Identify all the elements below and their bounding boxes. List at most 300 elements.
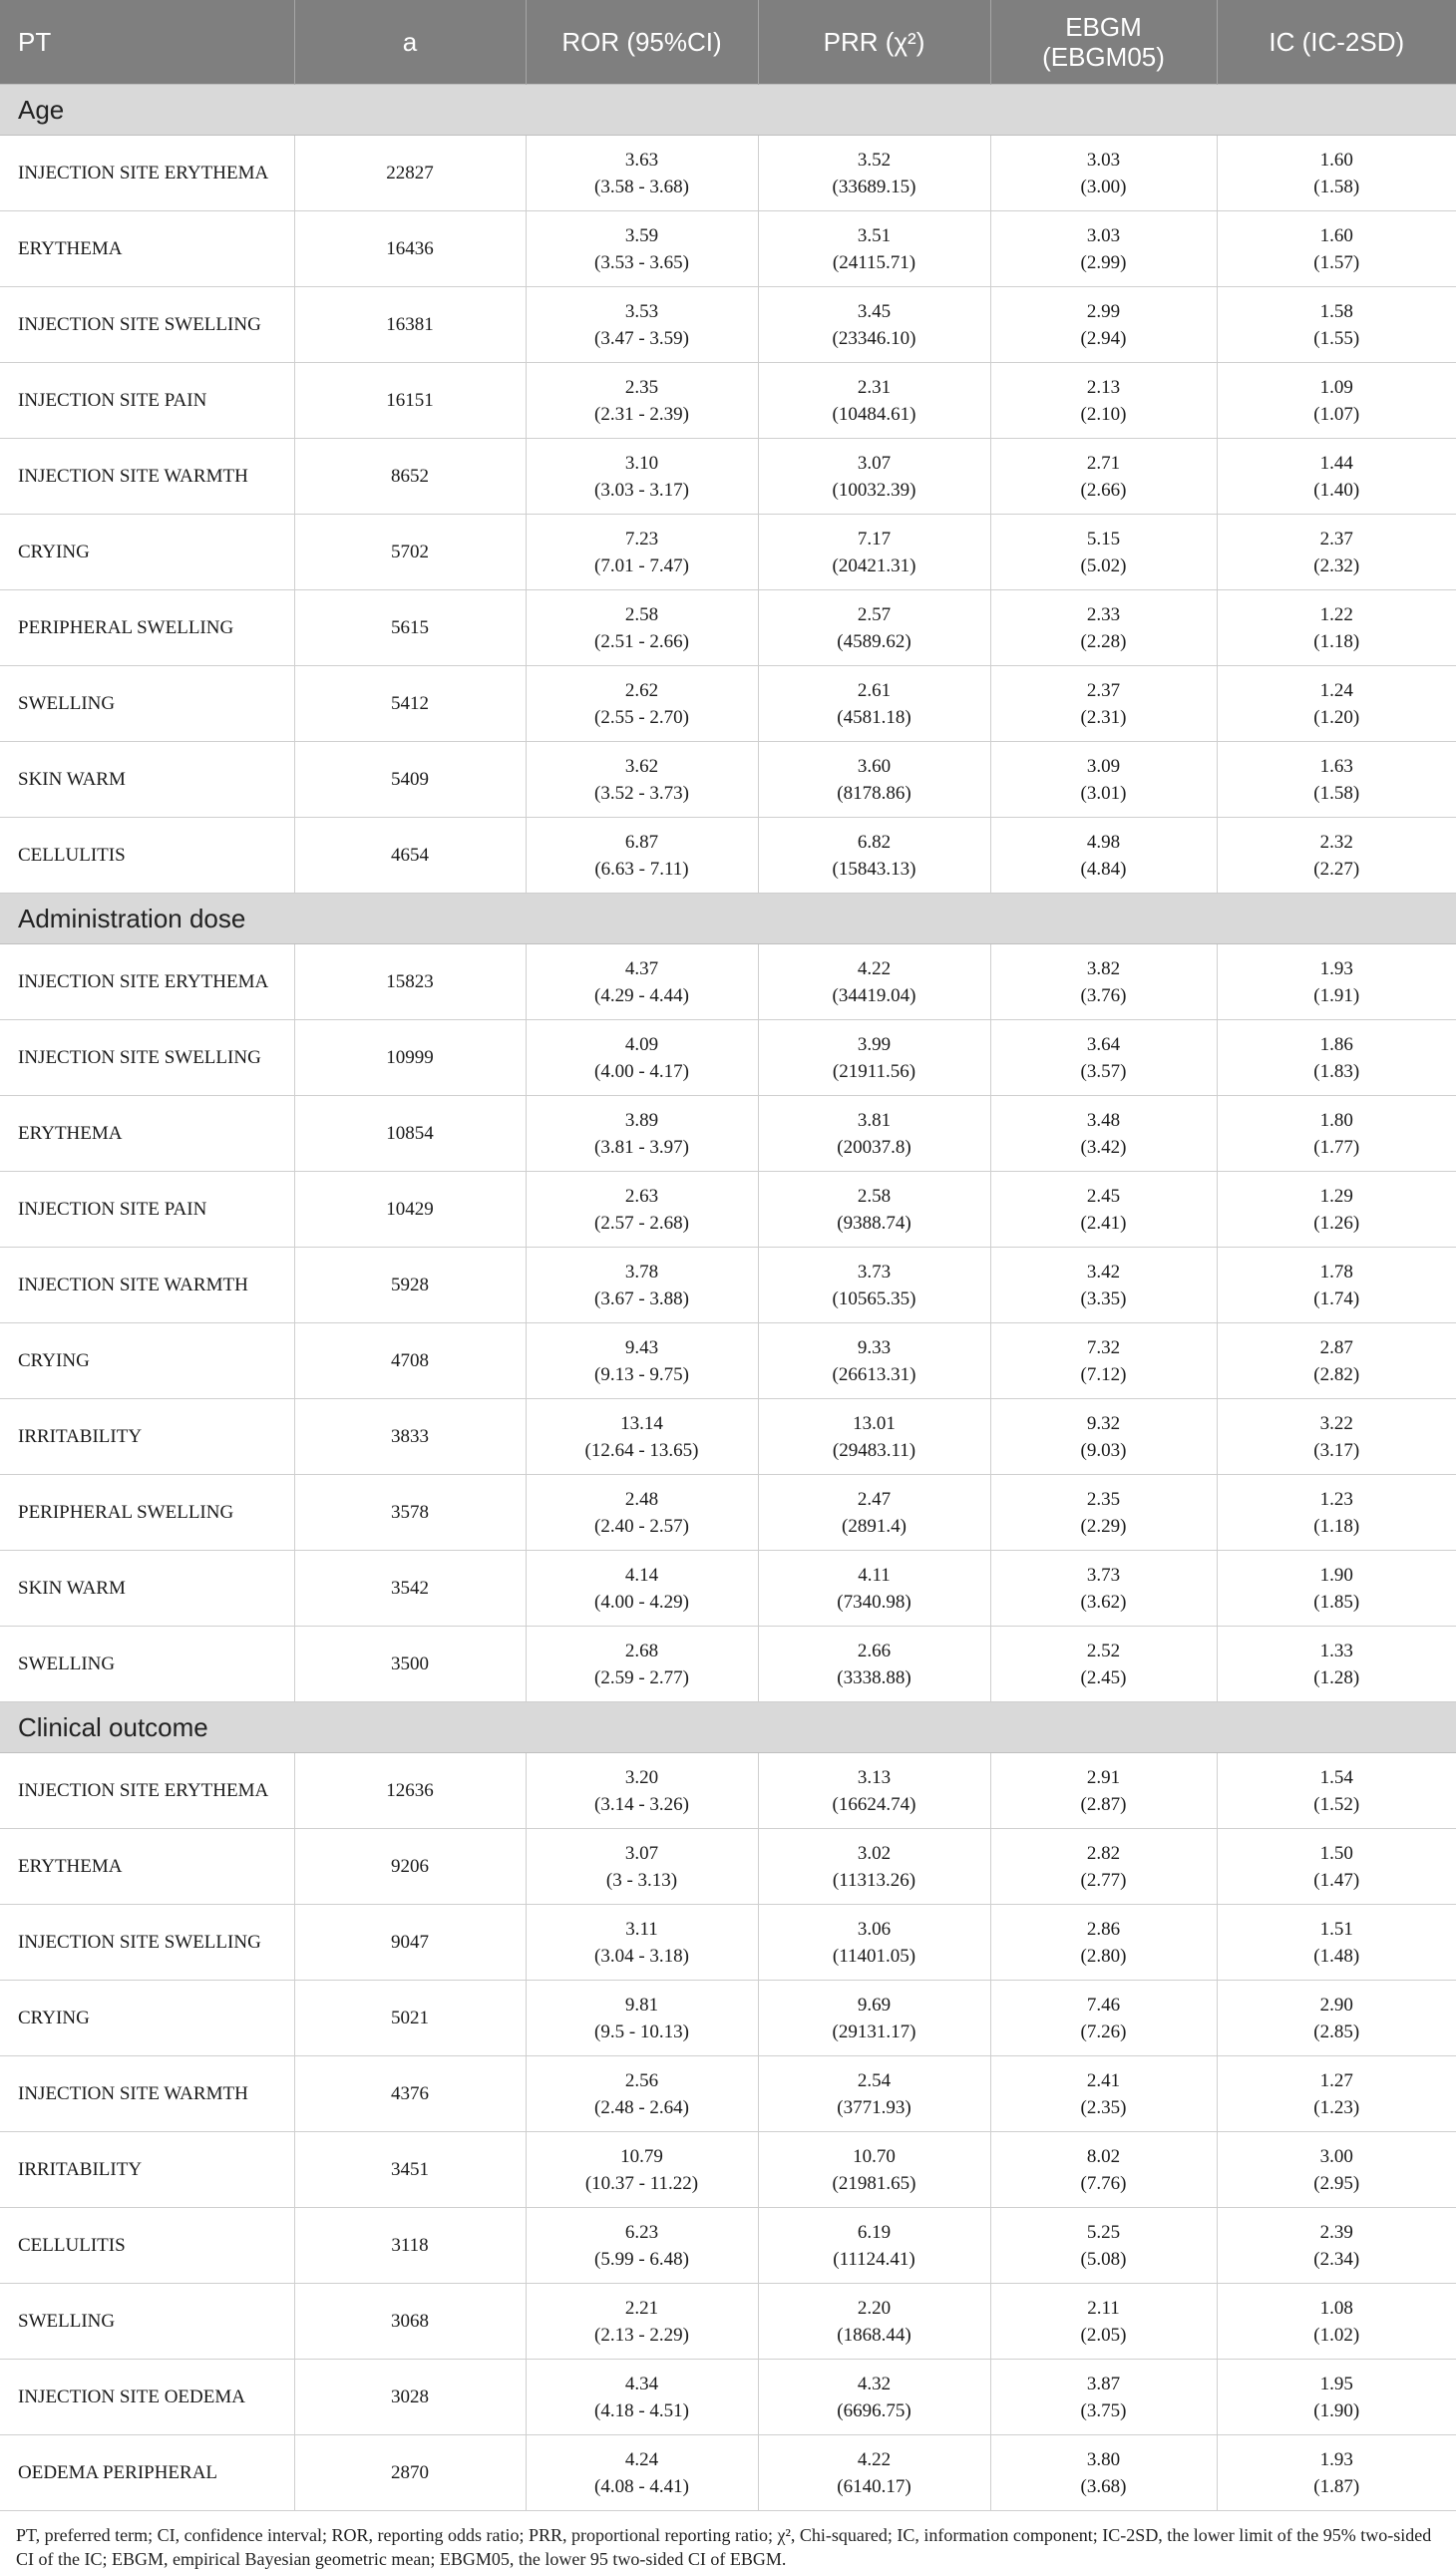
cell-ebgm-interval: (3.01) bbox=[1080, 782, 1127, 804]
table-row bbox=[0, 2435, 1456, 2511]
cell-ebgm bbox=[990, 1981, 1217, 2056]
cell-pt: SWELLING bbox=[0, 1627, 294, 1702]
cell-ic-interval: (1.57) bbox=[1313, 251, 1360, 273]
cell-prr-interval: (34419.04) bbox=[832, 984, 916, 1006]
cell-a: 12636 bbox=[294, 1753, 526, 1829]
cell-ebgm-interval: (2.31) bbox=[1080, 706, 1127, 728]
cell-ebgm-interval: (7.76) bbox=[1080, 2172, 1127, 2194]
cell-ebgm bbox=[990, 1172, 1217, 1248]
section-title: Clinical outcome bbox=[0, 1702, 1456, 1753]
cell-ror bbox=[526, 2056, 758, 2132]
cell-prr-interval: (20421.31) bbox=[832, 554, 916, 576]
cell-ic bbox=[1217, 2284, 1456, 2360]
cell-ror-value: 2.68 bbox=[624, 1640, 659, 1661]
cell-ror-value: 3.11 bbox=[625, 1918, 658, 1940]
cell-ebgm bbox=[990, 818, 1217, 894]
cell-ror-interval: (6.63 - 7.11) bbox=[594, 858, 689, 880]
cell-ebgm bbox=[990, 2132, 1217, 2208]
table-row bbox=[0, 1981, 1456, 2056]
cell-ebgm bbox=[990, 1399, 1217, 1475]
cell-a: 5409 bbox=[294, 742, 526, 818]
cell-ror bbox=[526, 287, 758, 363]
cell-ebgm-value: 3.42 bbox=[1086, 1261, 1121, 1283]
cell-a: 3028 bbox=[294, 2360, 526, 2435]
cell-ic bbox=[1217, 1475, 1456, 1551]
cell-prr-value: 6.82 bbox=[857, 831, 892, 853]
cell-ebgm bbox=[990, 1829, 1217, 1905]
cell-ic-interval: (2.82) bbox=[1313, 1363, 1360, 1385]
table-row bbox=[0, 2056, 1456, 2132]
cell-ic bbox=[1217, 1753, 1456, 1829]
cell-prr bbox=[758, 515, 990, 590]
cell-pt: INJECTION SITE PAIN bbox=[0, 363, 294, 439]
table-row bbox=[0, 1020, 1456, 1096]
cell-prr bbox=[758, 1829, 990, 1905]
cell-pt: INJECTION SITE OEDEMA bbox=[0, 2360, 294, 2435]
cell-ebgm-value: 2.71 bbox=[1086, 452, 1121, 474]
cell-ebgm bbox=[990, 2056, 1217, 2132]
cell-prr-value: 3.06 bbox=[857, 1918, 892, 1940]
cell-a: 15823 bbox=[294, 944, 526, 1020]
cell-prr bbox=[758, 1627, 990, 1702]
table-row bbox=[0, 2132, 1456, 2208]
cell-ic-value: 1.93 bbox=[1319, 2448, 1353, 2470]
cell-ic-interval: (1.26) bbox=[1313, 1212, 1360, 1234]
cell-a: 3833 bbox=[294, 1399, 526, 1475]
cell-ic bbox=[1217, 2056, 1456, 2132]
cell-ebgm-interval: (2.77) bbox=[1080, 1869, 1127, 1891]
cell-ebgm-value: 2.82 bbox=[1086, 1842, 1121, 1864]
cell-ebgm bbox=[990, 666, 1217, 742]
cell-ror bbox=[526, 1020, 758, 1096]
cell-prr-value: 3.73 bbox=[857, 1261, 892, 1283]
cell-ebgm-value: 3.80 bbox=[1086, 2448, 1121, 2470]
cell-prr-interval: (15843.13) bbox=[832, 858, 916, 880]
table-row bbox=[0, 515, 1456, 590]
cell-prr-interval: (21981.65) bbox=[832, 2172, 916, 2194]
cell-prr-value: 10.70 bbox=[853, 2145, 896, 2167]
cell-a: 3578 bbox=[294, 1475, 526, 1551]
cell-pt: INJECTION SITE PAIN bbox=[0, 1172, 294, 1248]
cell-pt: INJECTION SITE WARMTH bbox=[0, 439, 294, 515]
table-footnote: PT, preferred term; CI, confidence interval; ROR, reporting odds ratio; PRR, proportional reporting ratio; χ², Chi-squared; IC, information component; IC-2SD, the lower limit of the 95% two-sided CI of the IC; EBGM, empirical Bayesian geometric mean; EBGM05, the lower 95 two-sided CI of EBGM. bbox=[16, 2525, 1432, 2569]
cell-prr-value: 9.33 bbox=[857, 1336, 892, 1358]
cell-ebgm-interval: (3.75) bbox=[1080, 2399, 1127, 2421]
cell-prr-value: 3.07 bbox=[857, 452, 892, 474]
cell-pt: SWELLING bbox=[0, 666, 294, 742]
cell-ror-interval: (7.01 - 7.47) bbox=[594, 554, 689, 576]
cell-ror-interval: (3.52 - 3.73) bbox=[594, 782, 689, 804]
cell-prr-interval: (10032.39) bbox=[832, 479, 916, 501]
cell-a: 2870 bbox=[294, 2435, 526, 2511]
cell-ebgm-interval: (2.45) bbox=[1080, 1666, 1127, 1688]
cell-ebgm bbox=[990, 515, 1217, 590]
cell-prr-interval: (21911.56) bbox=[832, 1060, 916, 1082]
cell-prr-value: 3.52 bbox=[857, 149, 892, 171]
cell-ror-value: 2.35 bbox=[624, 376, 659, 398]
cell-ror-value: 13.14 bbox=[620, 1412, 663, 1434]
cell-ebgm bbox=[990, 1248, 1217, 1323]
cell-ic bbox=[1217, 1981, 1456, 2056]
table-row bbox=[0, 2360, 1456, 2435]
cell-ror bbox=[526, 1753, 758, 1829]
cell-prr bbox=[758, 1172, 990, 1248]
cell-ror-value: 2.48 bbox=[624, 1488, 659, 1510]
cell-a: 4376 bbox=[294, 2056, 526, 2132]
cell-ror-interval: (5.99 - 6.48) bbox=[594, 2248, 689, 2270]
section-row bbox=[0, 85, 1456, 136]
cell-prr bbox=[758, 1323, 990, 1399]
cell-ror-value: 9.81 bbox=[624, 1994, 659, 2016]
cell-ic-value: 3.00 bbox=[1319, 2145, 1353, 2167]
table-row bbox=[0, 287, 1456, 363]
cell-ror-interval: (9.13 - 9.75) bbox=[594, 1363, 689, 1385]
cell-ic bbox=[1217, 2132, 1456, 2208]
cell-ic-interval: (1.85) bbox=[1313, 1591, 1360, 1613]
cell-ror bbox=[526, 2284, 758, 2360]
cell-ebgm bbox=[990, 1323, 1217, 1399]
cell-prr-value: 9.69 bbox=[857, 1994, 892, 2016]
cell-prr-interval: (11313.26) bbox=[832, 1869, 916, 1891]
cell-pt: CRYING bbox=[0, 515, 294, 590]
table-row bbox=[0, 1551, 1456, 1627]
cell-ebgm bbox=[990, 1753, 1217, 1829]
header-ror: ROR (95%CI) bbox=[526, 0, 758, 85]
cell-ror bbox=[526, 1475, 758, 1551]
header-prr: PRR (χ²) bbox=[758, 0, 990, 85]
cell-pt: INJECTION SITE SWELLING bbox=[0, 1905, 294, 1981]
cell-prr-interval: (3771.93) bbox=[837, 2096, 911, 2118]
cell-prr-interval: (10484.61) bbox=[832, 403, 916, 425]
cell-ebgm-interval: (4.84) bbox=[1080, 858, 1127, 880]
cell-prr-value: 2.31 bbox=[857, 376, 892, 398]
cell-a: 4708 bbox=[294, 1323, 526, 1399]
cell-ic-interval: (1.52) bbox=[1313, 1793, 1360, 1815]
cell-prr-value: 4.22 bbox=[857, 957, 892, 979]
cell-ror bbox=[526, 1399, 758, 1475]
cell-ebgm bbox=[990, 590, 1217, 666]
cell-ic bbox=[1217, 1399, 1456, 1475]
cell-ror-value: 6.23 bbox=[624, 2221, 659, 2243]
table-row bbox=[0, 666, 1456, 742]
table-row bbox=[0, 211, 1456, 287]
cell-ror-interval: (2.13 - 2.29) bbox=[594, 2324, 689, 2346]
cell-ror-interval: (10.37 - 11.22) bbox=[584, 2172, 699, 2194]
cell-prr bbox=[758, 1399, 990, 1475]
cell-ic-value: 1.33 bbox=[1319, 1640, 1353, 1661]
cell-ebgm-value: 7.46 bbox=[1086, 1994, 1121, 2016]
cell-ebgm bbox=[990, 2435, 1217, 2511]
table-row bbox=[0, 742, 1456, 818]
cell-prr-interval: (29483.11) bbox=[832, 1439, 916, 1461]
cell-prr-value: 3.45 bbox=[857, 300, 892, 322]
cell-ror-interval: (2.59 - 2.77) bbox=[594, 1666, 689, 1688]
cell-ror-interval: (3.81 - 3.97) bbox=[594, 1136, 689, 1158]
cell-pt: ERYTHEMA bbox=[0, 1829, 294, 1905]
table-row bbox=[0, 439, 1456, 515]
cell-ebgm-interval: (5.08) bbox=[1080, 2248, 1127, 2270]
cell-ror-value: 6.87 bbox=[624, 831, 659, 853]
cell-ror bbox=[526, 1096, 758, 1172]
cell-ic bbox=[1217, 944, 1456, 1020]
cell-ebgm bbox=[990, 944, 1217, 1020]
cell-ic-value: 1.09 bbox=[1319, 376, 1353, 398]
cell-prr bbox=[758, 1475, 990, 1551]
cell-ic bbox=[1217, 211, 1456, 287]
cell-pt: IRRITABILITY bbox=[0, 1399, 294, 1475]
header-a: a bbox=[294, 0, 526, 85]
cell-ic-value: 2.39 bbox=[1319, 2221, 1353, 2243]
cell-ror-interval: (4.00 - 4.29) bbox=[594, 1591, 689, 1613]
cell-ic-interval: (1.18) bbox=[1313, 1515, 1360, 1537]
table-row bbox=[0, 1172, 1456, 1248]
cell-ic-value: 1.95 bbox=[1319, 2373, 1353, 2394]
cell-ic bbox=[1217, 666, 1456, 742]
cell-ror-interval: (4.00 - 4.17) bbox=[594, 1060, 689, 1082]
cell-ic-interval: (1.47) bbox=[1313, 1869, 1360, 1891]
cell-ebgm-value: 2.13 bbox=[1086, 376, 1121, 398]
cell-prr-value: 2.47 bbox=[857, 1488, 892, 1510]
cell-ror-interval: (9.5 - 10.13) bbox=[594, 2020, 689, 2042]
cell-ror-interval: (3.03 - 3.17) bbox=[594, 479, 689, 501]
cell-prr-interval: (4589.62) bbox=[837, 630, 911, 652]
cell-ebgm-value: 2.41 bbox=[1086, 2069, 1121, 2091]
cell-ebgm-value: 3.64 bbox=[1086, 1033, 1121, 1055]
cell-ic-value: 1.86 bbox=[1319, 1033, 1353, 1055]
cell-pt: CRYING bbox=[0, 1323, 294, 1399]
cell-prr-value: 7.17 bbox=[857, 528, 892, 550]
table-row bbox=[0, 363, 1456, 439]
cell-ebgm-interval: (9.03) bbox=[1080, 1439, 1127, 1461]
cell-prr-interval: (6696.75) bbox=[837, 2399, 911, 2421]
cell-ic-value: 1.24 bbox=[1319, 679, 1353, 701]
cell-ror-interval: (3.53 - 3.65) bbox=[594, 251, 689, 273]
cell-ebgm-value: 2.37 bbox=[1086, 679, 1121, 701]
cell-prr-value: 2.61 bbox=[857, 679, 892, 701]
cell-prr bbox=[758, 287, 990, 363]
cell-ic-value: 2.37 bbox=[1319, 528, 1353, 550]
cell-ic bbox=[1217, 439, 1456, 515]
cell-ebgm bbox=[990, 211, 1217, 287]
cell-prr bbox=[758, 1753, 990, 1829]
cell-ror bbox=[526, 2208, 758, 2284]
cell-pt: INJECTION SITE WARMTH bbox=[0, 2056, 294, 2132]
cell-ror-interval: (4.29 - 4.44) bbox=[594, 984, 689, 1006]
cell-ic-value: 1.29 bbox=[1319, 1185, 1353, 1207]
cell-ror-value: 10.79 bbox=[620, 2145, 663, 2167]
cell-ebgm-interval: (2.41) bbox=[1080, 1212, 1127, 1234]
cell-prr-value: 2.54 bbox=[857, 2069, 892, 2091]
cell-ebgm-interval: (2.10) bbox=[1080, 403, 1127, 425]
cell-ror bbox=[526, 1981, 758, 2056]
cell-pt: INJECTION SITE ERYTHEMA bbox=[0, 136, 294, 211]
cell-ror-value: 4.09 bbox=[624, 1033, 659, 1055]
cell-ror-value: 2.21 bbox=[624, 2297, 659, 2319]
cell-ebgm-value: 8.02 bbox=[1086, 2145, 1121, 2167]
cell-ebgm-interval: (2.99) bbox=[1080, 251, 1127, 273]
cell-prr-value: 3.02 bbox=[857, 1842, 892, 1864]
cell-ic bbox=[1217, 1020, 1456, 1096]
cell-a: 5928 bbox=[294, 1248, 526, 1323]
cell-prr-interval: (11401.05) bbox=[832, 1945, 916, 1967]
cell-pt: ERYTHEMA bbox=[0, 211, 294, 287]
cell-ic-interval: (1.58) bbox=[1313, 176, 1360, 197]
cell-a: 3451 bbox=[294, 2132, 526, 2208]
cell-ic bbox=[1217, 136, 1456, 211]
cell-ebgm-value: 3.87 bbox=[1086, 2373, 1121, 2394]
cell-pt: IRRITABILITY bbox=[0, 2132, 294, 2208]
cell-ic bbox=[1217, 1323, 1456, 1399]
table-row bbox=[0, 1323, 1456, 1399]
cell-ror-value: 3.62 bbox=[624, 755, 659, 777]
cell-ebgm-interval: (2.66) bbox=[1080, 479, 1127, 501]
cell-prr-interval: (20037.8) bbox=[837, 1136, 911, 1158]
cell-a: 10999 bbox=[294, 1020, 526, 1096]
cell-ror-interval: (2.57 - 2.68) bbox=[594, 1212, 689, 1234]
cell-ic-interval: (1.48) bbox=[1313, 1945, 1360, 1967]
cell-prr-value: 3.13 bbox=[857, 1766, 892, 1788]
cell-ebgm-interval: (7.26) bbox=[1080, 2020, 1127, 2042]
cell-ic bbox=[1217, 515, 1456, 590]
cell-prr-interval: (6140.17) bbox=[837, 2475, 911, 2497]
table-row bbox=[0, 136, 1456, 211]
cell-prr bbox=[758, 211, 990, 287]
cell-ic bbox=[1217, 1172, 1456, 1248]
cell-ebgm-value: 5.25 bbox=[1086, 2221, 1121, 2243]
cell-pt: SWELLING bbox=[0, 2284, 294, 2360]
table-row bbox=[0, 1753, 1456, 1829]
cell-ic-interval: (2.32) bbox=[1313, 554, 1360, 576]
cell-pt: INJECTION SITE SWELLING bbox=[0, 287, 294, 363]
cell-ic-interval: (1.87) bbox=[1313, 2475, 1360, 2497]
cell-prr bbox=[758, 1020, 990, 1096]
cell-ebgm bbox=[990, 1905, 1217, 1981]
cell-ic-interval: (1.28) bbox=[1313, 1666, 1360, 1688]
cell-ebgm bbox=[990, 1475, 1217, 1551]
cell-ror bbox=[526, 363, 758, 439]
cell-prr-interval: (7340.98) bbox=[837, 1591, 911, 1613]
cell-ror bbox=[526, 1551, 758, 1627]
cell-a: 9047 bbox=[294, 1905, 526, 1981]
cell-ic-value: 1.27 bbox=[1319, 2069, 1353, 2091]
header-pt: PT bbox=[0, 0, 294, 85]
cell-prr bbox=[758, 1905, 990, 1981]
cell-pt: ERYTHEMA bbox=[0, 1096, 294, 1172]
cell-ic-interval: (2.27) bbox=[1313, 858, 1360, 880]
cell-ic bbox=[1217, 818, 1456, 894]
cell-prr-interval: (23346.10) bbox=[832, 327, 916, 349]
cell-ebgm bbox=[990, 363, 1217, 439]
cell-ic-interval: (2.34) bbox=[1313, 2248, 1360, 2270]
cell-prr-interval: (9388.74) bbox=[837, 1212, 911, 1234]
cell-ror-value: 7.23 bbox=[624, 528, 659, 550]
cell-ror-interval: (4.18 - 4.51) bbox=[594, 2399, 689, 2421]
cell-ror-value: 9.43 bbox=[624, 1336, 659, 1358]
cell-ic bbox=[1217, 590, 1456, 666]
cell-ror bbox=[526, 1172, 758, 1248]
cell-ic-interval: (1.90) bbox=[1313, 2399, 1360, 2421]
cell-prr-interval: (29131.17) bbox=[832, 2020, 916, 2042]
table-row bbox=[0, 1248, 1456, 1323]
cell-ror bbox=[526, 2132, 758, 2208]
cell-pt: INJECTION SITE WARMTH bbox=[0, 1248, 294, 1323]
cell-ebgm-interval: (3.00) bbox=[1080, 176, 1127, 197]
cell-ebgm-interval: (2.80) bbox=[1080, 1945, 1127, 1967]
cell-ic bbox=[1217, 2360, 1456, 2435]
cell-ror-value: 3.10 bbox=[624, 452, 659, 474]
cell-a: 8652 bbox=[294, 439, 526, 515]
cell-ic-interval: (1.74) bbox=[1313, 1287, 1360, 1309]
cell-ror-interval: (2.31 - 2.39) bbox=[594, 403, 689, 425]
cell-pt: INJECTION SITE ERYTHEMA bbox=[0, 1753, 294, 1829]
cell-ror bbox=[526, 439, 758, 515]
cell-prr-value: 2.58 bbox=[857, 1185, 892, 1207]
cell-ebgm-value: 3.48 bbox=[1086, 1109, 1121, 1131]
cell-ebgm bbox=[990, 1627, 1217, 1702]
cell-prr bbox=[758, 2435, 990, 2511]
cell-a: 10854 bbox=[294, 1096, 526, 1172]
cell-ic-value: 1.93 bbox=[1319, 957, 1353, 979]
cell-prr-value: 2.57 bbox=[857, 603, 892, 625]
cell-a: 3500 bbox=[294, 1627, 526, 1702]
cell-prr bbox=[758, 944, 990, 1020]
cell-ic-interval: (1.58) bbox=[1313, 782, 1360, 804]
cell-ror-interval: (3.04 - 3.18) bbox=[594, 1945, 689, 1967]
cell-ebgm bbox=[990, 2284, 1217, 2360]
cell-a: 5702 bbox=[294, 515, 526, 590]
cell-pt: PERIPHERAL SWELLING bbox=[0, 1475, 294, 1551]
cell-ror-value: 3.59 bbox=[624, 224, 659, 246]
cell-ror bbox=[526, 666, 758, 742]
cell-ebgm-value: 2.99 bbox=[1086, 300, 1121, 322]
cell-ic-value: 1.58 bbox=[1319, 300, 1353, 322]
cell-ebgm-value: 2.45 bbox=[1086, 1185, 1121, 1207]
cell-prr-value: 3.60 bbox=[857, 755, 892, 777]
cell-ic bbox=[1217, 1096, 1456, 1172]
cell-ic-value: 1.44 bbox=[1319, 452, 1353, 474]
cell-a: 16381 bbox=[294, 287, 526, 363]
cell-ic-value: 1.63 bbox=[1319, 755, 1353, 777]
cell-pt: CRYING bbox=[0, 1981, 294, 2056]
table-row bbox=[0, 818, 1456, 894]
cell-prr-value: 3.81 bbox=[857, 1109, 892, 1131]
cell-ic-value: 1.08 bbox=[1319, 2297, 1353, 2319]
cell-ror-value: 3.89 bbox=[624, 1109, 659, 1131]
cell-ror-interval: (3 - 3.13) bbox=[605, 1869, 678, 1891]
cell-prr-interval: (10565.35) bbox=[832, 1287, 916, 1309]
cell-prr-interval: (26613.31) bbox=[832, 1363, 916, 1385]
cell-ebgm bbox=[990, 287, 1217, 363]
cell-ic-value: 1.80 bbox=[1319, 1109, 1353, 1131]
cell-prr-interval: (33689.15) bbox=[832, 176, 916, 197]
cell-prr bbox=[758, 2360, 990, 2435]
cell-ror-interval: (2.51 - 2.66) bbox=[594, 630, 689, 652]
cell-ic-interval: (1.40) bbox=[1313, 479, 1360, 501]
cell-ebgm bbox=[990, 439, 1217, 515]
cell-ic-value: 1.51 bbox=[1319, 1918, 1353, 1940]
table-row bbox=[0, 2208, 1456, 2284]
cell-prr-interval: (8178.86) bbox=[837, 782, 911, 804]
cell-prr bbox=[758, 1981, 990, 2056]
cell-a: 22827 bbox=[294, 136, 526, 211]
cell-prr bbox=[758, 590, 990, 666]
cell-ic-interval: (1.91) bbox=[1313, 984, 1360, 1006]
cell-ebgm-value: 9.32 bbox=[1086, 1412, 1121, 1434]
cell-ebgm-interval: (2.29) bbox=[1080, 1515, 1127, 1537]
cell-ic-value: 2.90 bbox=[1319, 1994, 1353, 2016]
cell-prr bbox=[758, 742, 990, 818]
section-row bbox=[0, 894, 1456, 944]
